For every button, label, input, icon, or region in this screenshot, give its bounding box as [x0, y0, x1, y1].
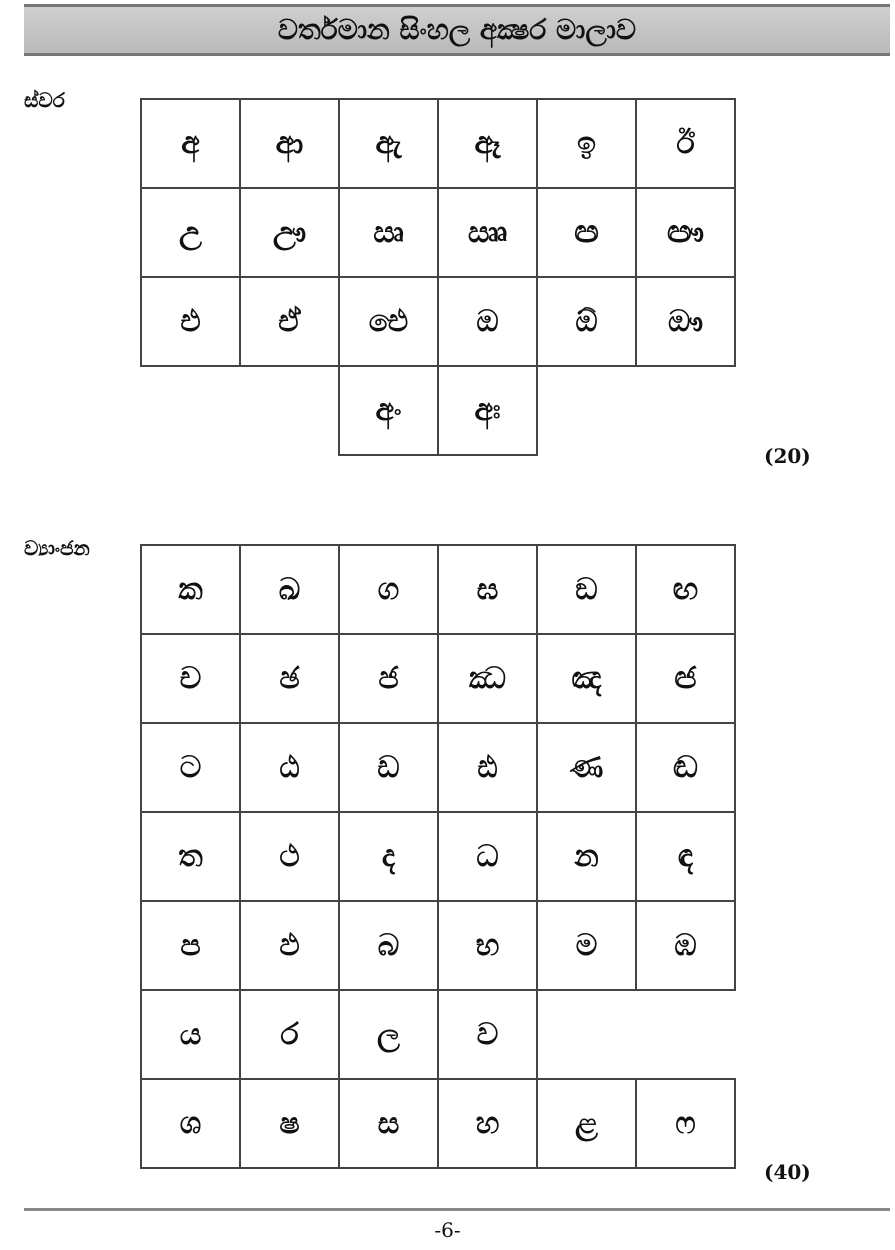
page-number: -6-: [434, 1218, 461, 1242]
consonant-letter-cell: ඪ: [438, 723, 537, 812]
consonant-row: [141, 545, 735, 634]
page-title: වර්තමාන සිංහල අක්‍ෂර මාලාව: [277, 13, 637, 46]
consonant-letter-cell: භ: [438, 901, 537, 990]
vowel-row: [141, 188, 735, 277]
consonant-letter-cell: ඵ: [240, 901, 339, 990]
consonants-count: (40): [764, 1160, 811, 1184]
vowel-letter-cell: ඍ: [339, 188, 438, 277]
consonant-letter-cell: ල: [339, 990, 438, 1079]
consonant-letter-cell: ඤ: [537, 634, 636, 723]
consonant-letter-cell: ම: [537, 901, 636, 990]
consonant-letter-cell: ට: [141, 723, 240, 812]
consonant-letter-cell: ව: [438, 990, 537, 1079]
consonant-letter-cell: ෂ: [240, 1079, 339, 1168]
vowel-letter-cell: ඕ: [537, 277, 636, 366]
vowels-label: ස්වර: [24, 88, 65, 112]
consonant-letter-cell: ත: [141, 812, 240, 901]
consonant-letter-cell: ධ: [438, 812, 537, 901]
consonant-row: [141, 634, 735, 723]
header-bar: [24, 4, 890, 56]
consonant-row: [141, 901, 735, 990]
vowel-letter-cell: උ: [141, 188, 240, 277]
consonant-letter-cell: ඡ: [240, 634, 339, 723]
vowels-table: [140, 98, 736, 456]
consonant-letter-cell: ප: [141, 901, 240, 990]
vowel-empty-cell: [537, 366, 636, 455]
consonant-letter-cell: ඛ: [240, 545, 339, 634]
consonant-empty-cell: [537, 990, 636, 1079]
consonant-row: [141, 723, 735, 812]
consonant-letter-cell: බ: [339, 901, 438, 990]
consonants-label: ව්‍යාංජන: [24, 536, 90, 560]
consonant-row: [141, 1079, 735, 1168]
vowel-letter-cell: අඃ: [438, 366, 537, 455]
consonants-table: [140, 544, 736, 1169]
consonant-letter-cell: ඣ: [438, 634, 537, 723]
consonant-letter-cell: න: [537, 812, 636, 901]
consonant-letter-cell: ඝ: [438, 545, 537, 634]
consonant-letter-cell: ඳ: [636, 812, 735, 901]
vowel-row: [141, 366, 735, 455]
consonant-letter-cell: ඦ: [636, 634, 735, 723]
consonant-letter-cell: ශ: [141, 1079, 240, 1168]
vowel-letter-cell: එ: [141, 277, 240, 366]
consonant-letter-cell: ණ: [537, 723, 636, 812]
vowel-letter-cell: ඐ: [636, 188, 735, 277]
vowel-letter-cell: ඇ: [339, 99, 438, 188]
vowel-letter-cell: අං: [339, 366, 438, 455]
vowels-count: (20): [764, 444, 811, 468]
vowel-letter-cell: ඏ: [537, 188, 636, 277]
consonant-letter-cell: ළ: [537, 1079, 636, 1168]
vowel-empty-cell: [141, 366, 240, 455]
vowel-empty-cell: [636, 366, 735, 455]
consonant-letter-cell: ය: [141, 990, 240, 1079]
consonant-letter-cell: ද: [339, 812, 438, 901]
consonant-letter-cell: ථ: [240, 812, 339, 901]
consonant-letter-cell: ජ: [339, 634, 438, 723]
consonant-letter-cell: ච: [141, 634, 240, 723]
consonant-letter-cell: ක: [141, 545, 240, 634]
vowel-empty-cell: [240, 366, 339, 455]
vowel-letter-cell: ඖ: [636, 277, 735, 366]
vowel-row: [141, 277, 735, 366]
consonant-letter-cell: ග: [339, 545, 438, 634]
consonant-letter-cell: ඨ: [240, 723, 339, 812]
vowel-letter-cell: ඌ: [240, 188, 339, 277]
vowel-letter-cell: ඒ: [240, 277, 339, 366]
vowel-letter-cell: ඊ: [636, 99, 735, 188]
consonant-letter-cell: ඞ: [537, 545, 636, 634]
vowel-letter-cell: ඉ: [537, 99, 636, 188]
consonant-letter-cell: ඬ: [636, 723, 735, 812]
vowel-letter-cell: ඈ: [438, 99, 537, 188]
consonant-letter-cell: ඟ: [636, 545, 735, 634]
consonant-empty-cell: [636, 990, 735, 1079]
vowel-letter-cell: ආ: [240, 99, 339, 188]
consonant-letter-cell: ඩ: [339, 723, 438, 812]
footer-divider: [24, 1208, 890, 1211]
vowel-letter-cell: ඎ: [438, 188, 537, 277]
vowel-row: [141, 99, 735, 188]
consonant-letter-cell: ඹ: [636, 901, 735, 990]
vowel-letter-cell: අ: [141, 99, 240, 188]
consonant-row: [141, 812, 735, 901]
consonant-letter-cell: ර: [240, 990, 339, 1079]
consonant-letter-cell: හ: [438, 1079, 537, 1168]
consonant-letter-cell: ස: [339, 1079, 438, 1168]
vowel-letter-cell: ඔ: [438, 277, 537, 366]
consonant-row: [141, 990, 735, 1079]
consonant-letter-cell: ෆ: [636, 1079, 735, 1168]
vowel-letter-cell: ඓ: [339, 277, 438, 366]
